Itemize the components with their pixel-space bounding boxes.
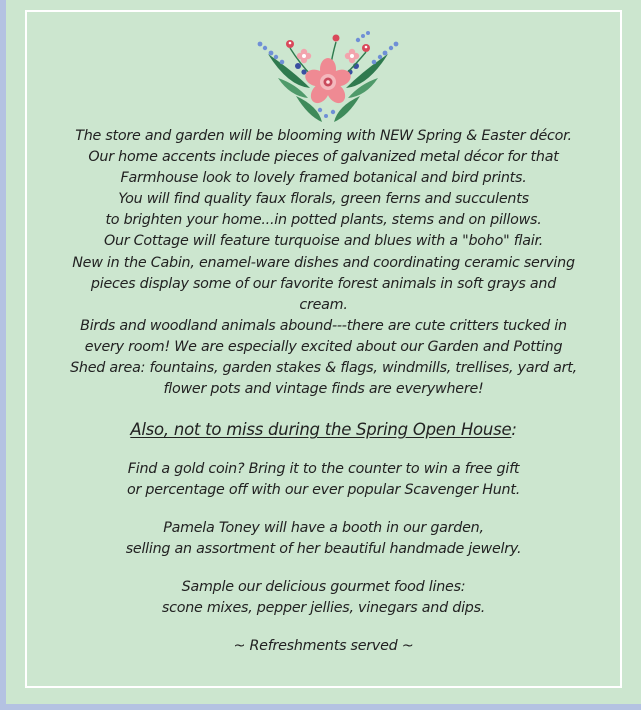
intro-line: Our Cottage will feature turquoise and blues with a "boho" flair. xyxy=(103,233,544,250)
announcement-panel xyxy=(6,0,641,704)
open-house-heading-text: Also, not to miss during the Spring Open House xyxy=(130,420,512,440)
intro-line: New in the Cabin, enamel-ware dishes and coordinating ceramic serving xyxy=(72,254,575,271)
intro-line: The store and garden will be blooming with NEW Spring & Easter décor. xyxy=(75,128,572,144)
intro-line: pieces display some of our favorite forest animals in soft grays and xyxy=(90,275,557,292)
intro-line: Birds and woodland animals abound---there are cute critters tucked in xyxy=(80,317,567,334)
intro-line: every room! We are especially excited about our Garden and Potting xyxy=(84,338,563,355)
paragraph-line: Find a gold coin? Bring it to the counter to win a free gift xyxy=(127,461,520,478)
open-house-heading xyxy=(6,418,641,442)
announcement-text xyxy=(6,126,641,657)
paragraph-line: ~ Refreshments served ~ xyxy=(233,638,414,655)
intro-paragraph xyxy=(6,126,641,400)
jewelry-paragraph xyxy=(6,518,641,560)
open-house-heading-colon: : xyxy=(511,420,517,440)
paragraph-line: Pamela Toney will have a booth in our garden, xyxy=(163,520,484,537)
intro-line: flower pots and vintage finds are everywhere! xyxy=(163,381,484,398)
intro-line: Shed area: fountains, garden stakes & flags, windmills, trellises, yard art, xyxy=(70,360,577,377)
paragraph-line: selling an assortment of her beautiful handmade jewelry. xyxy=(125,541,522,558)
intro-line: cream. xyxy=(299,296,348,313)
paragraph-line: or percentage off with our ever popular Scavenger Hunt. xyxy=(126,482,521,499)
scavenger-hunt-paragraph xyxy=(6,459,641,501)
intro-line: Our home accents include pieces of galvanized metal décor for that xyxy=(88,149,559,166)
intro-line: You will find quality faux florals, green ferns and succulents xyxy=(118,191,529,208)
intro-line: Farmhouse look to lovely framed botanical and bird prints. xyxy=(120,170,527,187)
intro-line: to brighten your home...in potted plants, stems and on pillows. xyxy=(105,212,542,229)
paragraph-line: Sample our delicious gourmet food lines: xyxy=(181,579,466,596)
refreshments-line xyxy=(6,636,641,657)
paragraph-line: scone mixes, pepper jellies, vinegars and dips. xyxy=(161,600,486,617)
floral-bouquet-icon xyxy=(238,26,418,124)
gourmet-food-paragraph xyxy=(6,577,641,619)
